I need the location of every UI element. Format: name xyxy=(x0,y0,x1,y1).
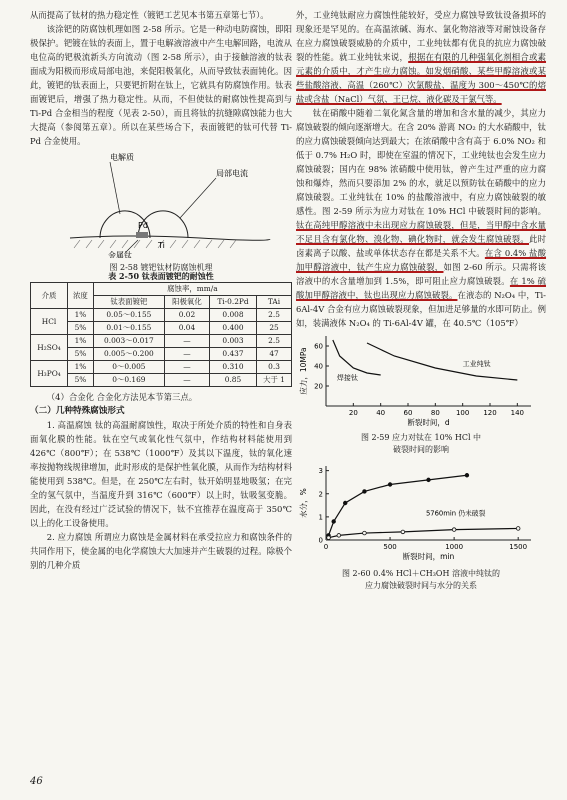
table-cell-medium: HCl xyxy=(31,309,68,335)
table-cell: 5% xyxy=(68,374,94,387)
paragraph: （4）合金化 合金化方法见本节第三点。 xyxy=(46,392,198,402)
table-cell: 0.400 xyxy=(209,322,256,335)
table-col-header: TAi xyxy=(257,296,292,309)
series-line xyxy=(329,475,467,535)
data-point xyxy=(427,478,431,482)
table-col-header: 阳极氧化 xyxy=(164,296,209,309)
data-point xyxy=(363,490,367,494)
table-header-rate: 腐蚀率，mm/a xyxy=(93,283,291,296)
chart-2-60 xyxy=(296,460,546,564)
table-cell: 2.5 xyxy=(257,309,292,322)
data-point xyxy=(401,530,405,534)
data-point xyxy=(465,473,469,477)
table-row xyxy=(31,335,292,348)
figure-2-58-diagram xyxy=(30,148,292,258)
x-tick-label: 120 xyxy=(483,409,497,417)
table-cell: 5% xyxy=(68,348,94,361)
x-tick-label: 40 xyxy=(376,409,386,417)
y-tick-label: 3 xyxy=(318,467,323,476)
label-electrolyte: 电解质 xyxy=(110,153,134,162)
table-row xyxy=(31,322,292,335)
table-header-medium: 介质 xyxy=(31,283,68,309)
x-axis-label: 断裂时间，min xyxy=(402,552,455,561)
label-ti: Ti xyxy=(158,241,165,250)
table-row xyxy=(31,309,292,322)
table-cell: 0.05～0.155 xyxy=(93,309,164,322)
y-tick-label: 1 xyxy=(318,513,323,522)
table-title: 表 2-50 钛表面镀钯的耐蚀性 xyxy=(108,271,214,281)
table-cell-medium: H₂SO₄ xyxy=(31,335,68,361)
figure-2-60 xyxy=(296,460,546,592)
table-cell: 0.003 xyxy=(209,335,256,348)
data-point xyxy=(452,528,456,532)
data-point xyxy=(332,520,336,524)
text-run: 外，工业纯钛耐应力腐蚀性能较好，受应力腐蚀导致钛设备损坏的现象还是罕见的。在高温浓碱、海水、氯化物溶液等对耐蚀设备存在应力腐蚀破裂威胁的介质中，工业纯钛都有优良的抗应力腐蚀破裂的性能。就工业纯钛来说， xyxy=(296,10,546,62)
y-tick-label: 0 xyxy=(318,536,323,545)
table-cell: — xyxy=(164,361,209,374)
table-header-conc: 浓度 xyxy=(68,283,94,309)
table-cell: 25 xyxy=(257,322,292,335)
figure-caption: 图 2-60 0.4% HCl＋CH₃OH 溶液中纯钛的 xyxy=(342,569,500,578)
data-point xyxy=(516,527,520,531)
table-cell: 0.005～0.200 xyxy=(93,348,164,361)
label-base-metal: 金属钛 xyxy=(108,251,132,258)
table-cell: 1% xyxy=(68,335,94,348)
table-cell: 0.003～0.017 xyxy=(93,335,164,348)
table-cell: 0.04 xyxy=(164,322,209,335)
table-cell: 0.437 xyxy=(209,348,256,361)
table-col-header: Ti-0.2Pd xyxy=(209,296,256,309)
paragraph xyxy=(296,106,546,330)
corrosion-table xyxy=(30,282,292,387)
text-run: 如图 2-60 所示。只需将该溶液中的水含量增加到 1.5%，即可阻止应力腐蚀破裂。 xyxy=(296,262,547,286)
table-cell: 1% xyxy=(68,361,94,374)
table-cell: 大于 1 xyxy=(257,374,292,387)
y-axis-label: 水分，% xyxy=(299,488,308,518)
figure-2-58 xyxy=(30,148,292,270)
figure-2-59 xyxy=(296,330,546,456)
paragraph: 2. 应力腐蚀 所谓应力腐蚀是金属材料在承受拉应力和腐蚀条件的共同作用下，使金属的电化学腐蚀大大加速并产生破裂的过程。除极个别的几种介质 xyxy=(30,532,292,570)
table-cell: 0～0.005 xyxy=(93,361,164,374)
data-point xyxy=(337,534,341,538)
x-tick-label: 500 xyxy=(383,543,397,551)
table-cell-medium: H₃PO₄ xyxy=(31,361,68,387)
text-run: 钛在硝酸中随着二氧化氮含量的增加和含水量的减少，其应力腐蚀破裂的倾向逐渐增大。在含 20% 游离 NO₂ 的大水硝酸中，钛的应力腐蚀破裂倾向达到最大；在浓硝酸中含有高于 6.0% NO₂ 和低于 0.7% H₂O 时，即使在室温的情况下，工业纯钛也会发生应力腐蚀破裂；国内在 98% 浓硝酸中使用钛，曾产生过严重的应力腐蚀和爆炸，然而只要添加 2% 的水，就足以预防钛在硝酸中的应力腐蚀破裂。工业纯钛在 10% 的盐酸溶液中，有应力腐蚀破裂的敏感性。图 2-59 所示为应力对钛在 10% HCl 中破裂时间的影响。 xyxy=(296,108,546,216)
series-line xyxy=(333,340,381,375)
paragraph: 从而提高了钛材的热力稳定性（镀钯工艺见本书第五章第七节）。 xyxy=(30,10,269,20)
y-tick-label: 40 xyxy=(314,362,323,371)
table-row xyxy=(31,361,292,374)
left-column xyxy=(30,8,292,572)
underlined-text: 在 1% 硫酸加甲醇溶液中，钛也出现应力腐蚀破裂。 xyxy=(296,276,546,300)
table-cell: 2.5 xyxy=(257,335,292,348)
figure-caption: 图 2-59 应力对钛在 10% HCl 中 xyxy=(360,433,482,442)
table-cell: 47 xyxy=(257,348,292,361)
series-label-pure: 工业纯钛 xyxy=(462,360,491,368)
paragraph xyxy=(296,8,546,106)
y-tick-label: 60 xyxy=(314,342,323,351)
table-cell: 0～0.169 xyxy=(93,374,164,387)
x-tick-label: 140 xyxy=(510,409,525,417)
y-tick-label: 2 xyxy=(318,490,323,499)
table-cell: 0.008 xyxy=(209,309,256,322)
data-point xyxy=(327,536,331,540)
text-run: 此时卤素离子以酸、盐或单体状态存在都是关系不大。 xyxy=(296,234,547,258)
table-col-header: 钛表面镀钯 xyxy=(93,296,164,309)
x-tick-label: 0 xyxy=(323,543,329,551)
x-tick-label: 20 xyxy=(348,409,358,417)
section-heading: （二）几种特殊腐蚀形式 xyxy=(30,406,125,416)
table-cell: 1% xyxy=(68,309,94,322)
page-number: 46 xyxy=(30,776,43,787)
annotation-note: 5760min 仍未破裂 xyxy=(425,509,486,518)
table-cell: — xyxy=(164,348,209,361)
x-tick-label: 80 xyxy=(430,409,440,417)
table-cell: 0.310 xyxy=(209,361,256,374)
x-tick-label: 1000 xyxy=(445,543,464,551)
x-tick-label: 1500 xyxy=(509,543,528,551)
label-local-current: 局部电流 xyxy=(216,169,248,178)
table-cell: 0.02 xyxy=(164,309,209,322)
table-row xyxy=(31,348,292,361)
table-cell: 0.01～0.155 xyxy=(93,322,164,335)
table-cell: 0.3 xyxy=(257,361,292,374)
table-cell: — xyxy=(164,335,209,348)
underlined-text: 钛在高纯甲醇溶液中未出现应力腐蚀破裂，但是，当甲醇中含水量不足且含有氯化物、溴化物、碘化物时，就会发生腐蚀破裂。 xyxy=(296,220,546,244)
table-cell: — xyxy=(164,374,209,387)
table-cell: 5% xyxy=(68,322,94,335)
underlined-text: 根据在有限的几种强氧化剂相合或素元素的介质中，才产生应力腐蚀。如发烟硝酸、某些甲醇溶液或某些盐酸溶液、高温（260℃）次氯酸盐、温度为 300～450℃的熔盐或含盐（NaCl）气氛、王已烷、液化碳及干氯气等。 xyxy=(296,52,547,104)
series-label-welded: 焊接钛 xyxy=(336,374,358,382)
right-column xyxy=(296,8,546,592)
paragraph: 该涂钯的防腐蚀机理如图 2-58 所示。它是一种动电防腐蚀，即阳极保护。钯镀在钛的表面上，置于电解液溶液中产生电解回路，电流从电位高的钯极流新头方向流动（图 2-58 所示），由于接触溶液的钛表面成为阳极而形成局部电池，来促阳极氧化，从而导致钛表面钝化。因此，镀钯的钛表面上，只要钯折附在钛上，它就具有防腐蚀作用。钛表面镀钯后，增强了热力稳定性。从而，不但使钛的耐腐蚀性提高到与 Ti-Pd 合金相当的程度（见表 2-50），而且将钛的抗缝隙腐蚀能力也大大提高（参阅第五章）。所以在某些场合下，表面镀钯的钛可代替 Ti-Pd 合金使用。 xyxy=(30,24,292,146)
text-run: 在液态的 N₂O₄ 中，Ti-6Al-4V 合金有应力腐蚀破裂现象，但加进足够量的水即可防止。例如，装满液体 N₂O₄ 的 Ti-6Al-4V 罐，在 40.5℃（105℉） xyxy=(296,290,547,328)
data-point xyxy=(388,483,392,487)
figure-caption: 应力腐蚀破裂时间与水分的关系 xyxy=(365,581,477,590)
data-point xyxy=(363,531,367,535)
figure-caption: 破裂时间的影响 xyxy=(393,445,449,454)
x-tick-label: 100 xyxy=(455,409,470,417)
series-line xyxy=(329,528,519,537)
paragraph: 1. 高温腐蚀 钛的高温耐腐蚀性，取决于所处介质的特性和自身表面氧化膜的性能。钛在空气或氧化性气氛中，作结构材料能使用到 426℃（800℉）；在 538℃（1000℉）及其以下温度，钛的氧化速率按抛物线规律增加，此时形成的是保护性氧化膜，从而作为结构材料能使用到 538℃。但是，在 250℃左右时，钛开始明显地吸氢；在完全的氢气氛中，当温度升到 316℃（600℉）以上时，钛吸氢变脆。因此，在没有经过广泛试验的情况下，钛不宜推荐在温度高于 350℃以上的化工设备使用。 xyxy=(30,420,292,528)
x-axis-label: 断裂时间，d xyxy=(407,418,450,427)
chart-2-59 xyxy=(296,330,546,428)
x-tick-label: 60 xyxy=(403,409,413,417)
y-axis-label: 应力，10MPa xyxy=(299,347,308,395)
underlined-text: 在含 0.4% 盐酸加甲醇溶液中，钛产生应力腐蚀破裂， xyxy=(296,248,547,272)
data-point xyxy=(343,501,347,505)
y-tick-label: 20 xyxy=(314,382,323,391)
table-row xyxy=(31,374,292,387)
table-cell: 0.85 xyxy=(209,374,256,387)
series-line xyxy=(367,343,517,380)
label-pd: Pd xyxy=(138,221,148,230)
figure-caption: 图 2-58 镀钯钛材防腐蚀机理 xyxy=(109,263,213,272)
